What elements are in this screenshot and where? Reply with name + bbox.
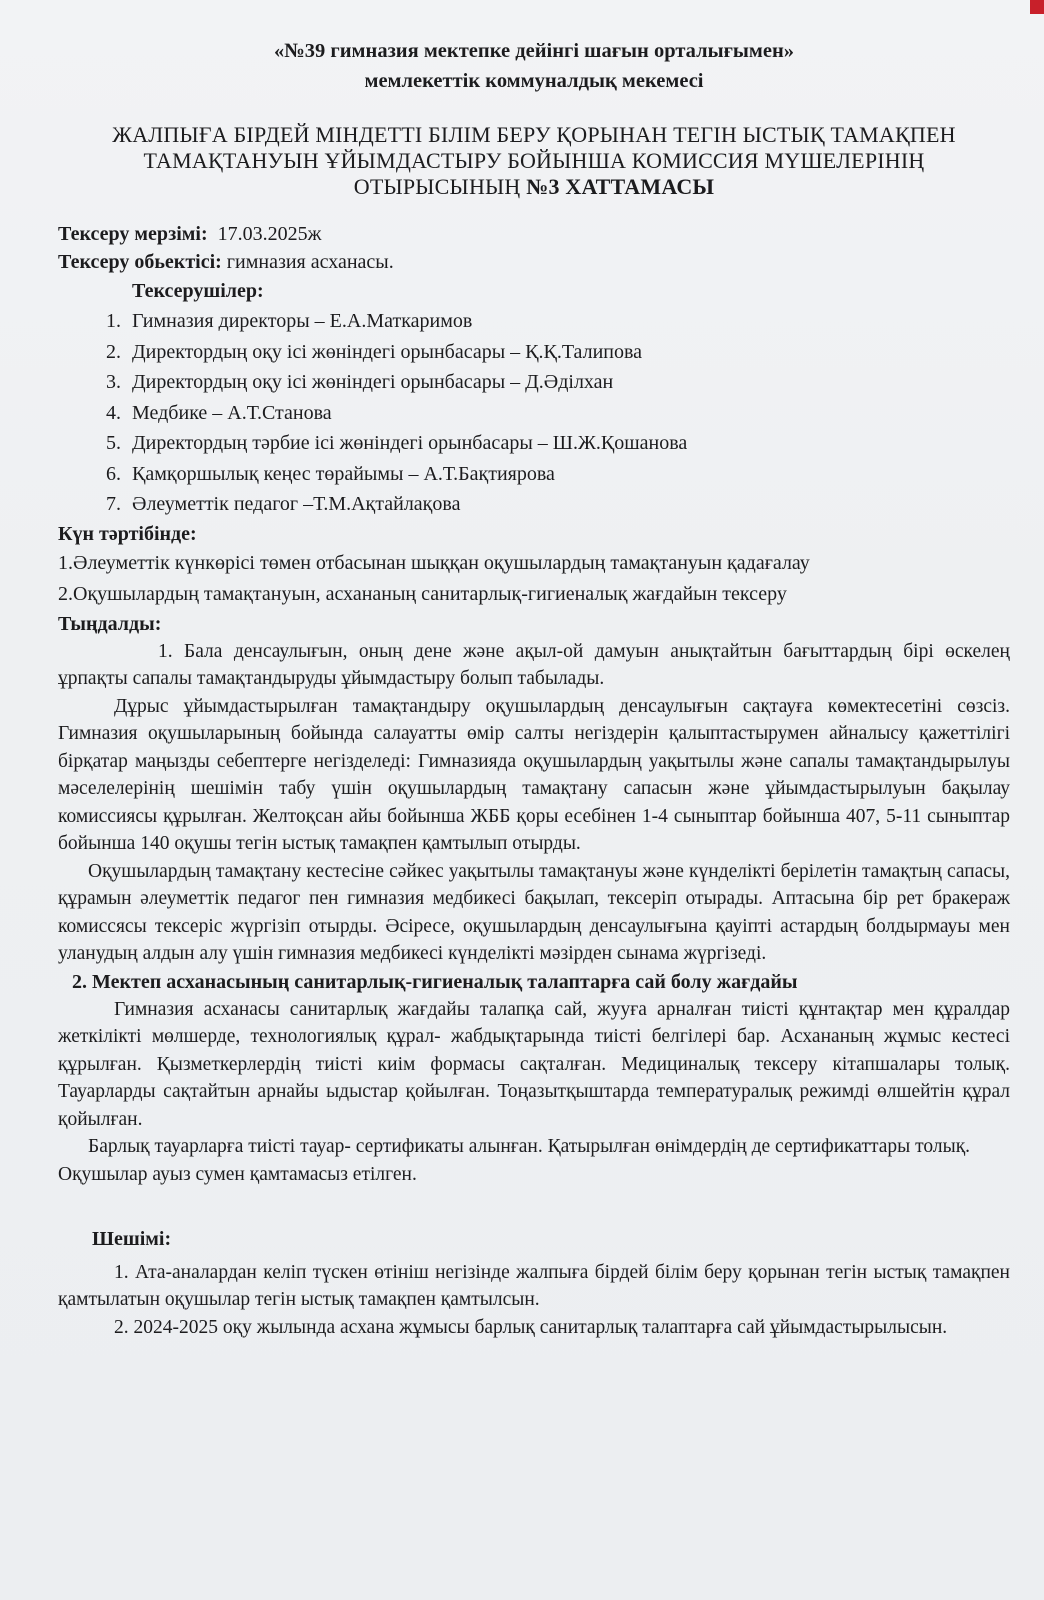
inspection-object-label: Тексеру обьектісі: <box>58 251 222 273</box>
inspection-date-label: Тексеру мерзімі: <box>58 223 208 245</box>
inspection-date <box>58 220 1010 248</box>
heard-title: Тыңдалды: <box>58 612 162 635</box>
list-item: 1. Гимназия директоры – Е.А.Маткаримов <box>126 306 1010 337</box>
list-item: 4. Медбике – А.Т.Станова <box>126 398 1010 429</box>
inspection-object <box>58 248 1010 276</box>
corner-marker <box>1030 0 1044 14</box>
decision-item-1: 1. Ата-аналардан келіп түскен өтініш негізінде жалпыға бірдей білім беру қорынан тегін ыстық тамақпен қамтылатын оқушылар тегін ыстық тамақпен қамтылсын. <box>58 1261 1010 1310</box>
heard-paragraph-3: Оқушылардың тамақтану кестесіне сәйкес уақытылы тамақтануы және күнделікті берілетін тамақтың сапасы, құрамын әлеуметтік педагог пен гимназия медбикесі бақылап, тексеріп отырады. Аптасына бір рет бракераж комиссясы тексеріс жүргізіп отырды. Әсіресе, оқушылардың денсаулығына қауіпті астардың болдырмауы мен уланудың алдын алу үшін гимназия медбикесі күнделікті мәзірден сынама жүргізеді. <box>58 860 1010 964</box>
organization-header <box>58 36 1010 96</box>
title-line-1: ЖАЛПЫҒА БІРДЕЙ МІНДЕТТІ БІЛІМ БЕРУ ҚОРЫНАН ТЕГІН ЫСТЫҚ ТАМАҚПЕН <box>112 122 956 147</box>
inspectors-title: Тексерушілер: <box>132 280 264 302</box>
decision-item-2: 2. 2024-2025 оқу жылында асхана жұмысы барлық санитарлық талаптарға сай ұйымдастырылысын. <box>114 1316 948 1338</box>
section-2-paragraph-1: Гимназия асханасы санитарлық жағдайы талапқа сай, жууға арналған тиісті құнтақтар мен құралдар жеткілікті мөлшерде, технологиялық құрал- жабдықтарында тиісті белгілері бар. Асхананың жұмыс кестесі құрылған. Қызметкерлердің тиісті киім формасы сақталған. Медициналық тексеру кітапшалары толық. Тауарларды сақтайтын арнайы ыдыстар қойылған. Тоңазытқыштарда температуралық режимді өлшейтін құрал қойылған. <box>58 998 1010 1130</box>
agenda-title: Күн тәртібінде: <box>58 522 197 545</box>
list-item: 2. Директордың оқу ісі жөніндегі орынбасары – Қ.Қ.Талипова <box>126 337 1010 368</box>
protocol-number: №3 ХАТТАМАСЫ <box>526 174 715 199</box>
org-line-2: мемлекеттік коммуналдық мекемесі <box>364 70 704 92</box>
agenda-list <box>58 548 1010 610</box>
decision-title: Шешімі: <box>92 1227 172 1250</box>
section-2-paragraph-3: Оқушылар ауыз сумен қамтамасыз етілген. <box>58 1163 417 1185</box>
section-2-paragraph-2: Барлық тауарларға тиісті тауар- сертификаты алынған. Қатырылған өнімдердің де сертификаттары толық. <box>88 1136 971 1157</box>
list-item: 5. Директордың тәрбие ісі жөніндегі орынбасары – Ш.Ж.Қошанова <box>126 428 1010 459</box>
org-line-1: «№39 гимназия мектепке дейінгі шағын орталығымен» <box>273 40 795 62</box>
title-line-3-prefix: ОТЫРЫСЫНЫҢ <box>353 174 527 199</box>
list-item: 3. Директордың оқу ісі жөніндегі орынбасары – Д.Әділхан <box>126 367 1010 398</box>
section-2-title: 2. Мектеп асханасының санитарлық-гигиеналық талаптарға сай болу жағдайы <box>72 970 798 993</box>
inspection-object-value: гимназия асханасы. <box>226 251 394 273</box>
heard-paragraph-1: 1. Бала денсаулығын, оның дене және ақыл-ой дамуын анықтайтын бағыттардың бірі өскелең ұрпақты сапалы тамақтандыруды ұйымдастыру болып табылады. <box>58 640 1010 689</box>
inspection-meta <box>58 220 1010 276</box>
agenda-item-2: 2.Оқушылардың тамақтануын, асхананың санитарлық-гигиеналық жағдайын тексеру <box>58 582 787 605</box>
agenda-item-1: 1.Әлеуметтік күнкөрісі төмен отбасынан шыққан оқушылардың тамақтануын қадағалау <box>58 551 810 574</box>
document-title <box>58 122 1010 200</box>
list-item: 6. Қамқоршылық кеңес төрайымы – А.Т.Бақтиярова <box>126 459 1010 490</box>
list-item: 7. Әлеуметтік педагог –Т.М.Ақтайлақова <box>126 489 1010 520</box>
inspection-date-value: 17.03.2025ж <box>217 223 322 245</box>
title-line-2: ТАМАҚТАНУЫН ҰЙЫМДАСТЫРУ БОЙЫНША КОМИССИЯ МҮШЕЛЕРІНІҢ <box>143 148 925 173</box>
title-line-3 <box>58 174 1010 200</box>
heard-paragraph-2: Дұрыс ұйымдастырылған тамақтандыру оқушылардың денсаулығын сақтауға көмектесетіні сөзсіз. Гимназия оқушыларының бойында салауатты өмір салты негіздерін қалыптастырумен айналысу қажеттілігі бірқатар маңызды себептерге негізделеді: Гимназияда оқушылардың уақытылы және сапалы тамақтандырылуы мәселелерінің шешімін табу үшін оқушылардың тамақтану сапасын және ұйымдастырылуын бақылау комиссиясы құрылған. Желтоқсан айы бойынша ЖББ қоры есебінен 1-4 сыныптар бойынша 407, 5-11 сыныптар бойынша 140 оқушы тегін ыстық тамақпен қамтылып отырды. <box>58 695 1010 854</box>
inspectors-list <box>58 306 1010 520</box>
